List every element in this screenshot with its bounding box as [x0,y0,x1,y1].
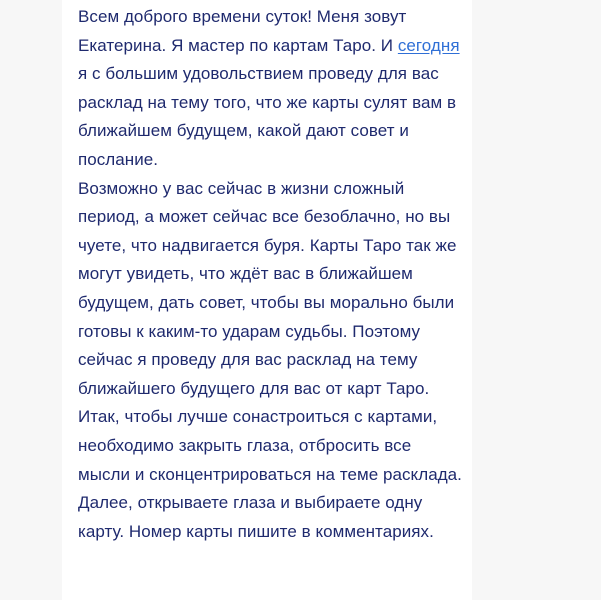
left-gutter [0,0,62,600]
paragraph-instructions: Итак, чтобы лучше сонастроиться с картами, необходимо закрыть глаза, отбросить все мысли и сконцентрироваться на теме расклада. Далее, открываете глаза и выбираете одну карту. Номер карты пишите в комментариях. [78,407,462,541]
right-gutter [472,0,601,600]
paragraph-situation: Возможно у вас сейчас в жизни сложный период, а может сейчас все безоблачно, но вы чуете, что надвигается буря. Карты Таро так же могут увидеть, что ждёт вас в ближайшем будущем, дать совет, чтобы вы морально были готовы к каким-то ударам судьбы. Поэтому сейчас я проведу для вас расклад на тему ближайшего будущего для вас от карт Таро. [78,178,457,398]
intro-text-end: я с большим удовольствием проведу для вас расклад на тему того, что же карты сулят вам в ближайшем будущем, какой дают совет и послание. [78,64,457,169]
article-text [78,3,468,546]
today-link[interactable]: сегодня [397,35,460,55]
intro-text-start: Всем доброго времени суток! Меня зовут Екатерина. Я мастер по картам Таро. И [78,7,407,55]
paragraph-intro [78,3,468,175]
